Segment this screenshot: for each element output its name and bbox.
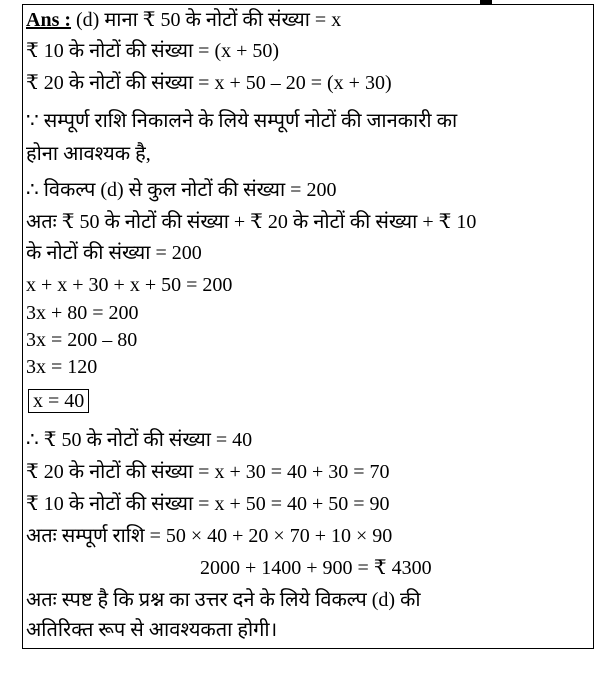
answer-line-7: अतः ₹ 50 के नोटों की संख्या + ₹ 20 के नोटों की संख्या + ₹ 10 bbox=[26, 211, 477, 233]
answer-line-9: ∴ ₹ 50 के नोटों की संख्या = 40 bbox=[26, 429, 253, 451]
answer-line-14: अतः स्पष्ट है कि प्रश्न का उत्तर दने के लिये विकल्प (d) की bbox=[26, 589, 421, 611]
boxed-result: x = 40 bbox=[28, 389, 89, 413]
answer-line-5: होना आवश्यक है, bbox=[26, 143, 151, 165]
answer-label: Ans : bbox=[26, 9, 72, 31]
answer-line-13: 2000 + 1400 + 900 = ₹ 4300 bbox=[200, 557, 432, 579]
equation-5-boxed bbox=[28, 388, 89, 414]
answer-line-4: ∵ सम्पूर्ण राशि निकालने के लिये सम्पूर्ण नोटों की जानकारी का bbox=[26, 110, 458, 132]
answer-line-3: ₹ 20 के नोटों की संख्या = x + 50 – 20 = (x + 30) bbox=[26, 72, 392, 94]
answer-line-2: ₹ 10 के नोटों की संख्या = (x + 50) bbox=[26, 40, 280, 62]
answer-text-1: (d) माना ₹ 50 के नोटों की संख्या = x bbox=[76, 9, 342, 31]
answer-line-11: ₹ 10 के नोटों की संख्या = x + 50 = 40 + 50 = 90 bbox=[26, 493, 390, 515]
equation-4: 3x = 120 bbox=[26, 356, 98, 378]
answer-line-15: अतिरिक्त रूप से आवश्यकता होगी। bbox=[26, 619, 278, 641]
equation-3: 3x = 200 – 80 bbox=[26, 329, 138, 351]
equation-2: 3x + 80 = 200 bbox=[26, 302, 139, 324]
answer-line-10: ₹ 20 के नोटों की संख्या = x + 30 = 40 + 30 = 70 bbox=[26, 461, 390, 483]
answer-line-6: ∴ विकल्प (d) से कुल नोटों की संख्या = 200 bbox=[26, 179, 337, 201]
answer-line-12: अतः सम्पूर्ण राशि = 50 × 40 + 20 × 70 + 10 × 90 bbox=[26, 525, 393, 547]
answer-line-8: के नोटों की संख्या = 200 bbox=[26, 242, 202, 264]
equation-1: x + x + 30 + x + 50 = 200 bbox=[26, 274, 233, 296]
answer-line-1 bbox=[26, 7, 341, 33]
